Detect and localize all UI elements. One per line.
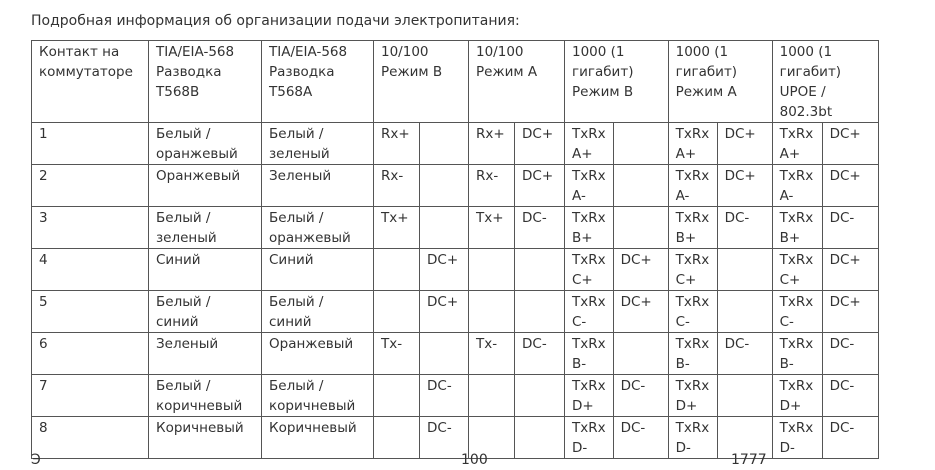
header-row: [32, 41, 879, 123]
table-cell: [613, 207, 668, 249]
table-cell: [469, 291, 515, 333]
table-cell: [374, 249, 420, 291]
table-cell: DC+: [515, 123, 565, 165]
table-cell: Tx+: [374, 207, 420, 249]
header-t568a: TIA/EIA-568 Разводка T568A: [262, 41, 374, 123]
table-cell: 4: [32, 249, 149, 291]
table-cell: Коричневый: [149, 417, 262, 459]
table-cell: DC-: [420, 375, 469, 417]
table-cell: 7: [32, 375, 149, 417]
table-cell: DC-: [717, 333, 772, 375]
table-cell: Rx+: [374, 123, 420, 165]
table-cell: [515, 375, 565, 417]
table-cell: TxRx B+: [565, 207, 614, 249]
table-cell: Зеленый: [262, 165, 374, 207]
table-cell: Синий: [262, 249, 374, 291]
table-cell: DC+: [822, 249, 878, 291]
table-cell: DC+: [822, 291, 878, 333]
table-cell: 2: [32, 165, 149, 207]
table-cell: DC-: [822, 375, 878, 417]
table-cell: Белый / зеленый: [262, 123, 374, 165]
table-cell: Белый / коричневый: [262, 375, 374, 417]
table-cell: Tx-: [374, 333, 420, 375]
table-cell: DC+: [420, 249, 469, 291]
table-cell: DC-: [822, 417, 878, 459]
table-cell: TxRx B-: [565, 333, 614, 375]
power-info-caption: Подробная информация об организации подачи электропитания:: [31, 13, 520, 29]
cut-off-text-line: Э 100 1777: [31, 452, 767, 468]
table-cell: TxRx A-: [668, 165, 717, 207]
table-cell: Tx+: [469, 207, 515, 249]
header-10-100-mode-b: 10/100 Режим B: [374, 41, 469, 123]
header-1000-mode-a: 1000 (1 гигабит) Режим A: [668, 41, 772, 123]
table-row: [32, 249, 879, 291]
table-cell: TxRx C+: [565, 249, 614, 291]
table-row: [32, 333, 879, 375]
table-cell: [717, 375, 772, 417]
table-cell: Зеленый: [149, 333, 262, 375]
table-row: [32, 207, 879, 249]
table-cell: Коричневый: [262, 417, 374, 459]
table-cell: Оранжевый: [149, 165, 262, 207]
table-cell: TxRx B+: [772, 207, 822, 249]
table-cell: 3: [32, 207, 149, 249]
table-cell: TxRx B-: [668, 333, 717, 375]
table-cell: [613, 123, 668, 165]
table-cell: [515, 291, 565, 333]
table-cell: DC+: [420, 291, 469, 333]
table-cell: DC+: [822, 123, 878, 165]
table-cell: DC+: [613, 291, 668, 333]
table-cell: DC-: [717, 207, 772, 249]
header-1000-upoe: 1000 (1 гигабит) UPOE / 802.3bt: [772, 41, 878, 123]
table-cell: DC-: [822, 333, 878, 375]
table-cell: TxRx A+: [565, 123, 614, 165]
table-cell: Белый / оранжевый: [149, 123, 262, 165]
table-cell: Rx-: [374, 165, 420, 207]
table-cell: TxRx C-: [565, 291, 614, 333]
table-cell: DC-: [822, 207, 878, 249]
table-cell: [717, 291, 772, 333]
table-cell: [420, 207, 469, 249]
table-cell: DC-: [515, 333, 565, 375]
table-cell: Белый / синий: [149, 291, 262, 333]
table-row: [32, 375, 879, 417]
table-cell: DC-: [613, 417, 668, 459]
table-cell: TxRx B+: [668, 207, 717, 249]
table-cell: TxRx A+: [772, 123, 822, 165]
table-cell: TxRx D+: [772, 375, 822, 417]
table-cell: TxRx D+: [668, 375, 717, 417]
table-cell: 5: [32, 291, 149, 333]
table-cell: [374, 291, 420, 333]
table-cell: DC-: [613, 375, 668, 417]
table-cell: [420, 165, 469, 207]
table-cell: Оранжевый: [262, 333, 374, 375]
table-cell: [469, 375, 515, 417]
table-cell: Белый / синий: [262, 291, 374, 333]
table-cell: DC-: [420, 417, 469, 459]
table-row: [32, 165, 879, 207]
table-cell: TxRx C+: [668, 249, 717, 291]
table-cell: TxRx C+: [772, 249, 822, 291]
table-cell: DC+: [822, 165, 878, 207]
table-cell: TxRx D-: [565, 417, 614, 459]
table-cell: 1: [32, 123, 149, 165]
table-cell: TxRx C-: [668, 291, 717, 333]
table-cell: Белый / оранжевый: [262, 207, 374, 249]
table-cell: [515, 249, 565, 291]
table-header: [32, 41, 879, 123]
table-row: [32, 291, 879, 333]
table-cell: DC+: [613, 249, 668, 291]
table-row: [32, 123, 879, 165]
table-cell: TxRx A-: [565, 165, 614, 207]
table-cell: DC+: [515, 165, 565, 207]
table-cell: Синий: [149, 249, 262, 291]
table-cell: [469, 249, 515, 291]
table-cell: TxRx B-: [772, 333, 822, 375]
table-cell: TxRx C-: [772, 291, 822, 333]
table-cell: TxRx D-: [772, 417, 822, 459]
table-cell: Rx-: [469, 165, 515, 207]
table-cell: TxRx A+: [668, 123, 717, 165]
table-cell: [420, 123, 469, 165]
table-cell: [613, 165, 668, 207]
table-cell: TxRx D-: [668, 417, 717, 459]
table-cell: 6: [32, 333, 149, 375]
header-10-100-mode-a: 10/100 Режим A: [469, 41, 565, 123]
table-cell: 8: [32, 417, 149, 459]
table-cell: TxRx D+: [565, 375, 614, 417]
table-cell: [613, 333, 668, 375]
table-cell: DC+: [717, 165, 772, 207]
header-1000-mode-b: 1000 (1 гигабит) Режим B: [565, 41, 669, 123]
table-cell: Белый / зеленый: [149, 207, 262, 249]
table-cell: TxRx A-: [772, 165, 822, 207]
table-cell: [374, 375, 420, 417]
table-cell: DC+: [717, 123, 772, 165]
table-cell: Белый / коричневый: [149, 375, 262, 417]
header-t568b: TIA/EIA-568 Разводка T568B: [149, 41, 262, 123]
table-cell: Tx-: [469, 333, 515, 375]
header-switch-contact: Контакт на коммутаторе: [32, 41, 149, 123]
table-cell: [717, 249, 772, 291]
table-cell: Rx+: [469, 123, 515, 165]
table-cell: DC-: [515, 207, 565, 249]
table-cell: [420, 333, 469, 375]
